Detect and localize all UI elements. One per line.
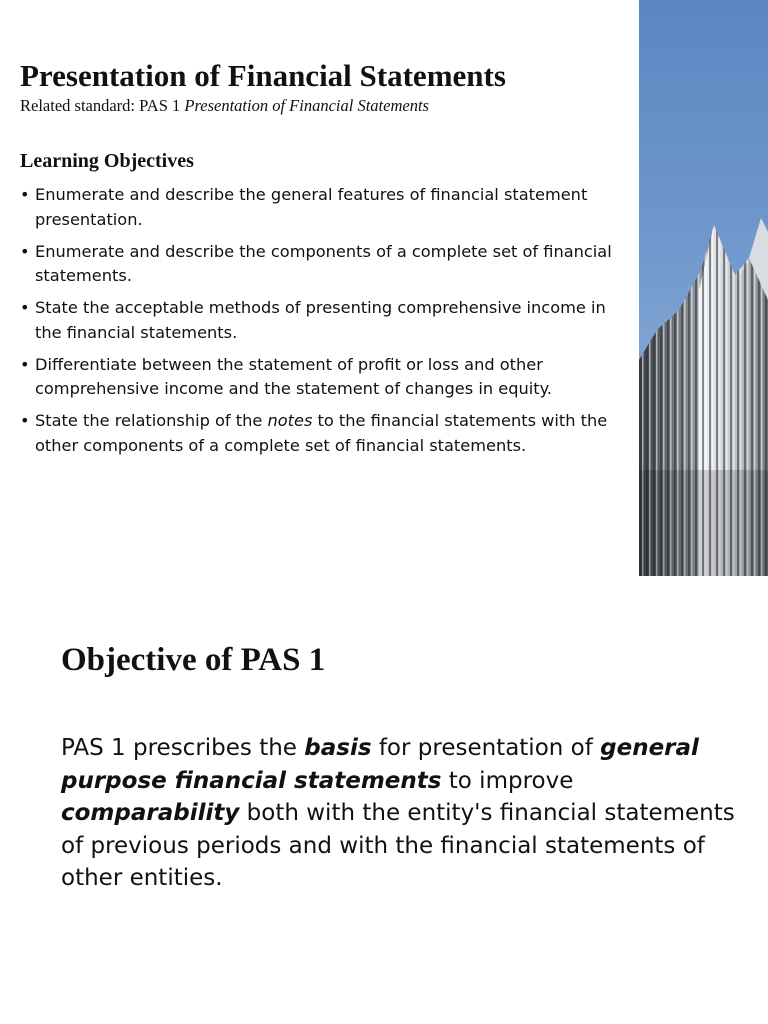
- body-text: for presentation of: [371, 735, 601, 761]
- bullet-icon: •: [20, 411, 30, 430]
- list-item: [20, 409, 620, 458]
- objective-text-part: to the financial statements with the other components of a complete set of financial statements.: [35, 411, 608, 455]
- objective-text: Enumerate and describe the components of a complete set of financial statements.: [35, 241, 612, 285]
- slide-objective-of-pas-1: [0, 600, 768, 1024]
- related-standard: [20, 96, 429, 116]
- list-item: [20, 353, 620, 402]
- bullet-icon: •: [20, 241, 30, 261]
- building-graphic: [639, 0, 768, 576]
- objective-text: Differentiate between the statement of profit or loss and other comprehensive income and the statement of changes in equity.: [35, 354, 552, 398]
- objective-text: [35, 411, 607, 455]
- related-standard-name: Presentation of Financial Statements: [184, 96, 429, 115]
- learning-objectives-heading: Learning Objectives: [20, 150, 194, 172]
- related-standard-prefix: Related standard: PAS 1: [20, 96, 185, 115]
- list-item: [20, 240, 620, 289]
- objective-text: Enumerate and describe the general features of financial statement presentation.: [35, 185, 588, 229]
- objective-text-emphasis: notes: [267, 411, 313, 430]
- slide-title: Presentation of Financial Statements: [20, 58, 506, 93]
- list-item: [20, 296, 620, 345]
- body-text: to improve: [441, 767, 574, 794]
- body-text: both with the entity's financial statements of previous periods and with the financial statements of other entities.: [61, 800, 735, 891]
- objective-text-part: State the relationship of the: [35, 411, 268, 430]
- bullet-icon: •: [20, 298, 30, 317]
- slide-title: Objective of PAS 1: [61, 642, 326, 678]
- bullet-icon: •: [20, 185, 30, 204]
- body-text: PAS 1 prescribes the: [61, 735, 305, 761]
- body-emphasis: general purpose financial statements: [61, 735, 699, 794]
- bullet-icon: •: [20, 354, 30, 374]
- body-emphasis: basis: [304, 735, 372, 761]
- learning-objectives-list: [20, 183, 620, 466]
- building-photo-icon: [639, 0, 768, 576]
- list-item: [20, 183, 620, 232]
- objective-text: State the acceptable methods of presenting comprehensive income in the financial statements.: [35, 298, 606, 342]
- body-emphasis: comparability: [61, 800, 240, 826]
- slide-body: [61, 732, 751, 895]
